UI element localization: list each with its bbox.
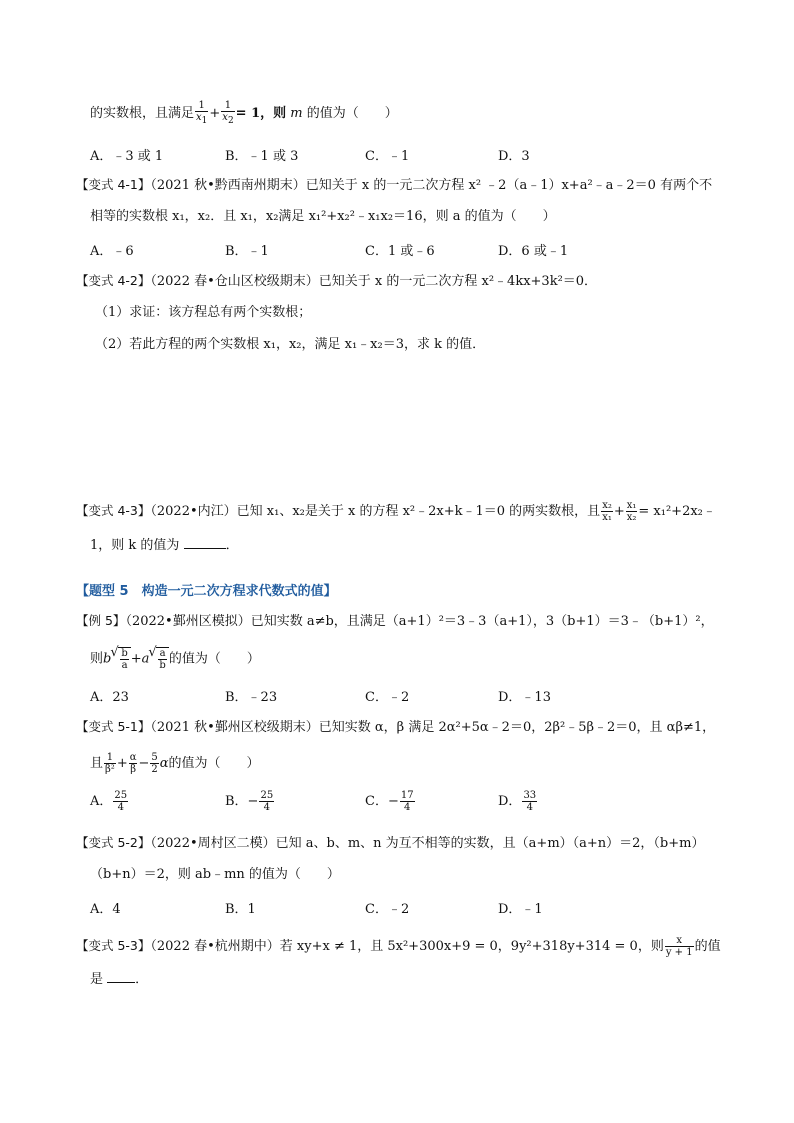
- ex5-text-a: 则: [90, 651, 104, 667]
- v53-text-d: ．: [135, 972, 149, 987]
- option-c[interactable]: [365, 790, 416, 813]
- option-b[interactable]: B．﹣23: [225, 690, 278, 705]
- v51-frac3-den: 2: [151, 764, 158, 775]
- var-m: m: [290, 106, 303, 121]
- v41-tag: 【变式 4-1】: [76, 177, 151, 192]
- v53-frac-den: y + 1: [665, 947, 693, 958]
- option-a-fraction: [113, 790, 128, 813]
- option-a[interactable]: [90, 790, 129, 813]
- v51-frac1-den: β²: [105, 764, 115, 775]
- option-c-fraction: [400, 790, 415, 813]
- plus-sign: +: [116, 756, 128, 771]
- v42-sub2: [95, 336, 794, 354]
- fraction-1-num: 1: [195, 100, 208, 112]
- v41-text-1: （2021 秋•黔西南州期末）已知关于 x 的一元二次方程 x² ﹣2（a﹣1）x+a²﹣a﹣2＝0 有两个不: [150, 178, 713, 193]
- option-d[interactable]: D．3: [498, 149, 530, 164]
- option-c[interactable]: C．﹣1: [365, 149, 410, 164]
- v43-text-b: = x₁²+2x₂﹣: [638, 504, 716, 519]
- v43-text-d: ．: [225, 538, 239, 553]
- v43-frac2-den: x₂: [626, 512, 637, 523]
- v51-frac3-num: 5: [151, 752, 158, 763]
- v51-fraction-1: [104, 752, 116, 775]
- var-alpha: α: [159, 756, 169, 771]
- answer-blank[interactable]: [184, 548, 226, 549]
- option-b[interactable]: B．﹣1: [225, 244, 269, 259]
- answer-blank[interactable]: [107, 982, 135, 983]
- v51-text-b: 的值为（ ）: [168, 756, 260, 771]
- option-a-den: 4: [117, 802, 124, 813]
- v52-text-2: （b+n）＝2，则 ab﹣mn 的值为（ ）: [90, 867, 340, 882]
- v53-line1: [76, 935, 794, 958]
- option-d[interactable]: D．﹣13: [498, 690, 551, 705]
- fraction-1-sub: 1: [201, 116, 208, 126]
- sqrt-1-den: a: [121, 660, 128, 671]
- section-heading: 【题型 5 构造一元二次方程求代数式的值】: [76, 584, 337, 599]
- v43-frac1-num: x₂: [602, 500, 612, 511]
- option-b[interactable]: B．﹣1 或 3: [225, 149, 299, 164]
- option-a-num: 25: [114, 790, 128, 801]
- v51-fraction-3: [150, 752, 158, 775]
- v52-line2: [90, 866, 794, 884]
- plus-sign: +: [613, 504, 625, 519]
- option-d-label: D．: [498, 794, 522, 809]
- fraction-2-sub: 2: [227, 116, 234, 126]
- q-top-text-b: 的值为（ ）: [306, 106, 398, 121]
- var-a: a: [141, 651, 150, 667]
- option-a[interactable]: A．23: [90, 690, 129, 705]
- option-b-num: 25: [260, 790, 274, 801]
- plus-sign: +: [130, 651, 142, 667]
- v43-frac2-num: x₁: [626, 500, 637, 511]
- option-b[interactable]: B．1: [225, 902, 256, 917]
- option-a-label: A．: [90, 794, 113, 809]
- fraction-1: [195, 100, 208, 127]
- v42-tag: 【变式 4-2】: [76, 273, 151, 288]
- ex5-line2: [90, 647, 794, 671]
- v53-text-b: 的值: [694, 939, 721, 954]
- v42-line1: [76, 272, 794, 291]
- option-c[interactable]: C．1 或﹣6: [365, 244, 435, 259]
- option-b-den: 4: [263, 802, 270, 813]
- v43-line2: [90, 537, 794, 555]
- equals-text: = 1，则: [235, 106, 287, 121]
- v41-text-2: 相等的实数根 x₁，x₂．且 x₁，x₂满足 x₁²+x₂²﹣x₁x₂＝16，则 a 的值为（ ）: [90, 209, 556, 224]
- v51-line2: [90, 752, 794, 775]
- fraction-2-var: x: [222, 112, 228, 123]
- v43-text-c: 1，则 k 的值为: [90, 538, 180, 553]
- v42-subq-2: （2）若此方程的两个实数根 x₁，x₂，满足 x₁﹣x₂＝3，求 k 的值．: [95, 337, 486, 352]
- v53-tag: 【变式 5-3】: [76, 938, 151, 953]
- v43-fraction-1: [601, 500, 613, 523]
- option-b-label: B．−: [225, 794, 259, 809]
- v52-text-1: （2022•周村区二模）已知 a、b、m、n 为互不相等的实数，且（a+m）（a+n）＝2，（b+m）: [150, 836, 705, 851]
- var-b: b: [103, 651, 112, 667]
- option-d-den: 4: [526, 802, 533, 813]
- v42-sub1: [95, 304, 794, 322]
- v52-tag: 【变式 5-2】: [76, 835, 151, 850]
- fraction-1-den: [195, 112, 208, 127]
- v53-text-a: （2022 春•杭州期中）若 xy+x ≠ 1，且 5x²+300x+9 = 0，9y²+318y+314 = 0，则: [150, 939, 664, 954]
- sqrt-1: [118, 647, 130, 671]
- fraction-2: [221, 100, 234, 127]
- option-c-label: C．−: [365, 794, 399, 809]
- plus-sign: +: [209, 106, 221, 121]
- option-d-fraction: [522, 790, 537, 813]
- option-d[interactable]: [498, 790, 538, 813]
- fraction-1-var: x: [196, 112, 202, 123]
- v51-text-1: （2021 秋•鄞州区校级期末）已知实数 α，β 满足 2α²+5α﹣2＝0，2β²﹣5β﹣2＝0，且 αβ≠1，: [150, 720, 716, 735]
- v41-line1: [76, 176, 794, 195]
- v43-fraction-2: [626, 500, 638, 523]
- sqrt-2-den: b: [159, 660, 166, 671]
- option-d[interactable]: D．6 或﹣1: [498, 244, 569, 259]
- v51-text-a: 且: [90, 756, 104, 771]
- option-c-num: 17: [400, 790, 414, 801]
- ex5-text-b: 的值为（ ）: [168, 651, 260, 667]
- v51-line1: [76, 718, 794, 737]
- fraction-2-num: 1: [221, 100, 234, 112]
- option-c[interactable]: C．﹣2: [365, 902, 410, 917]
- option-c[interactable]: C．﹣2: [365, 690, 410, 705]
- q-top-stem: [90, 100, 794, 127]
- ex5-line1: [76, 612, 794, 631]
- v52-line1: [76, 834, 794, 853]
- option-a[interactable]: A．4: [90, 902, 121, 917]
- ex5-text-1: （2022•鄞州区模拟）已知实数 a≠b，且满足（a+1）²＝3﹣3（a+1），3（b+1）＝3﹣（b+1）²，: [125, 614, 714, 629]
- v51-frac2-den: β: [130, 764, 136, 775]
- ex5-tag: 【例 5】: [76, 613, 126, 628]
- v51-frac1-num: 1: [104, 752, 116, 764]
- v43-text-a: （2022•内江）已知 x₁、x₂是关于 x 的方程 x²﹣2x+k﹣1＝0 的两实数根，且: [150, 504, 601, 519]
- q-top-text-a: 的实数根，且满足: [90, 106, 195, 121]
- sqrt-1-fraction: [120, 648, 128, 671]
- v53-text-c: 是: [90, 972, 104, 987]
- fraction-2-den: [221, 112, 234, 127]
- v43-line1: [76, 500, 794, 523]
- v53-line2: [90, 971, 794, 989]
- option-a[interactable]: A．﹣6: [90, 244, 134, 259]
- v53-fraction: [665, 935, 694, 958]
- option-c-den: 4: [404, 802, 411, 813]
- option-b-fraction: [259, 790, 274, 813]
- v51-tag: 【变式 5-1】: [76, 719, 151, 734]
- sqrt-2-fraction: [158, 648, 166, 671]
- minus-sign: −: [138, 756, 150, 771]
- v43-frac1-den: x₁: [602, 512, 612, 523]
- option-b[interactable]: [225, 790, 275, 813]
- v51-fraction-2: [129, 752, 138, 775]
- sqrt-1-num: √ b: [121, 648, 128, 659]
- sqrt-2: [156, 647, 168, 671]
- option-d-num: 33: [523, 790, 537, 801]
- v42-subq-1: （1）求证：该方程总有两个实数根；: [95, 305, 312, 320]
- option-a[interactable]: A．﹣3 或 1: [90, 149, 164, 164]
- v51-frac2-num: α: [129, 752, 137, 763]
- v43-tag: 【变式 4-3】: [76, 503, 151, 518]
- v53-frac-num: x: [665, 935, 694, 947]
- sqrt-2-num: √ a: [159, 648, 166, 659]
- option-d[interactable]: D．﹣1: [498, 902, 543, 917]
- v41-line2: [90, 208, 794, 226]
- v42-text-1: （2022 春•仓山区校级期末）已知关于 x 的一元二次方程 x²﹣4kx+3k²＝0．: [150, 274, 598, 289]
